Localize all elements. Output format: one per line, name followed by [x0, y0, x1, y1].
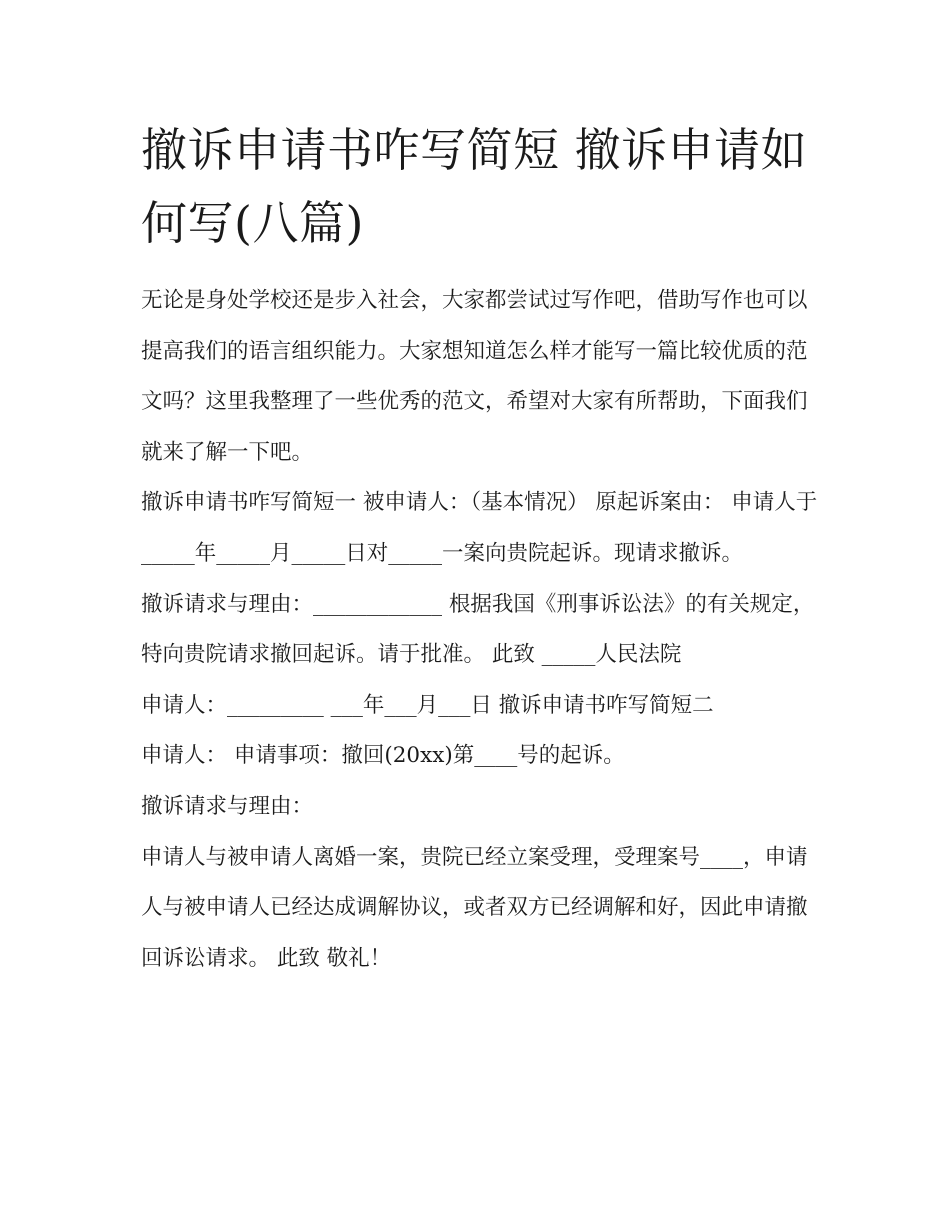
reason-heading-paragraph: 撤诉请求与理由： — [141, 793, 314, 819]
document-title: 撤诉申请书咋写简短 撤诉申请如何写(八篇) — [141, 123, 808, 250]
applicant-signature-paragraph: 申请人：_________ ___年___月___日 撤诉申请书咋写简短二 — [141, 692, 714, 718]
withdrawal-reason-paragraph: 撤诉请求与理由：____________ 根据我国《刑事诉讼法》的有关规定，特向贵院请求撤回起诉。请于批准。 此致 _____人民法院 — [141, 591, 815, 668]
sample-one-header-paragraph: 撤诉申请书咋写简短一 被申请人：（基本情况） 原起诉案由： 申请人于_____年_____月_____日对_____一案向贵院起诉。现请求撤诉。 — [141, 490, 818, 566]
document-body — [141, 276, 821, 984]
application-matter-paragraph: 申请人： 申请事项：撤回(20xx)第____号的起诉。 — [141, 743, 625, 769]
divorce-case-paragraph: 申请人与被申请人离婚一案，贵院已经立案受理，受理案号____，申请人与被申请人已经达成调解协议，或者双方已经调解和好，因此申请撤回诉讼请求。 此致 敬礼！ — [141, 844, 808, 971]
intro-paragraph: 无论是身处学校还是步入社会，大家都尝试过写作吧，借助写作也可以提高我们的语言组织能力。大家想知道怎么样才能写一篇比较优质的范文吗？这里我整理了一些优秀的范文，希望对大家有所帮助，下面我们就来了解一下吧。 — [141, 288, 808, 465]
